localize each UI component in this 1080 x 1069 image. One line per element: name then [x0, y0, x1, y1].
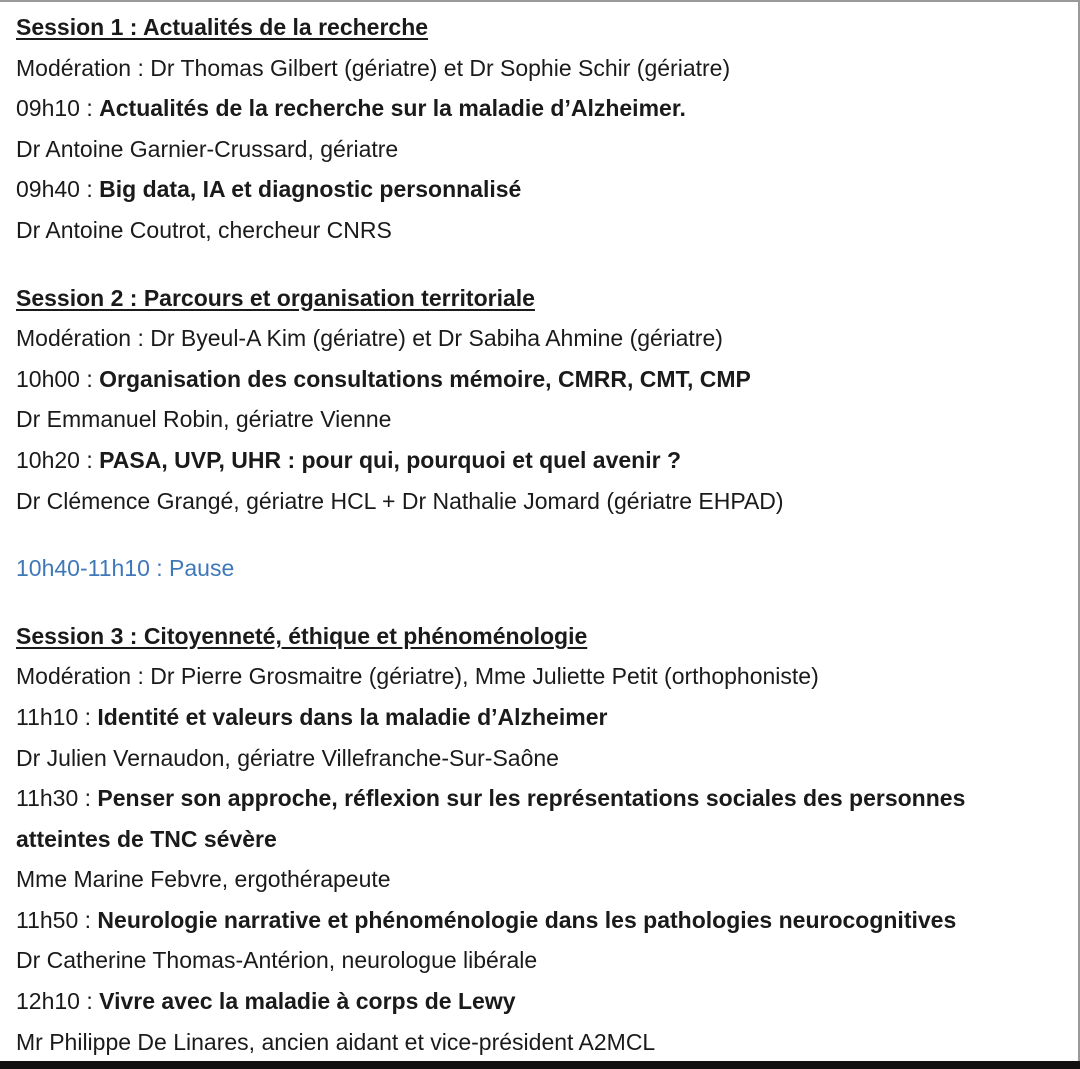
talk-speaker: Dr Antoine Coutrot, chercheur CNRS — [16, 216, 392, 243]
talk-speaker: Dr Catherine Thomas-Antérion, neurologue libérale — [16, 947, 538, 974]
talk-time: 10h20 : — [16, 446, 100, 473]
session-1-title: Session 1 : Actualités de la recherche — [16, 14, 429, 40]
talk-title: Organisation des consultations mémoire, CMRR, CMT, CMP — [99, 365, 751, 392]
talk-item — [16, 981, 1068, 1022]
spacer — [16, 521, 1068, 548]
talk-title: Vivre avec la maladie à corps de Lewy — [99, 988, 516, 1015]
bottom-border — [0, 1061, 1080, 1069]
talk-title: Penser son approche, réflexion sur les représentations sociales des personnes — [97, 785, 966, 812]
talk-title: Identité et valeurs dans la maladie d’Alzheimer — [97, 703, 608, 730]
talk-speaker: Mr Philippe De Linares, ancien aidant et vice-président A2MCL — [16, 1028, 656, 1055]
talk-item — [16, 440, 1068, 481]
talk-speaker: Dr Julien Vernaudon, gériatre Villefranche-Sur-Saône — [16, 744, 559, 771]
talk-item — [16, 900, 1068, 941]
session-3-title: Session 3 : Citoyenneté, éthique et phénoménologie — [16, 622, 588, 649]
talk-time: 09h40 : — [16, 176, 100, 203]
talk-title-continuation: atteintes de TNC sévère — [16, 825, 277, 852]
talk-title: PASA, UVP, UHR : pour qui, pourquoi et quel avenir ? — [99, 446, 681, 473]
talk-time: 11h10 : — [16, 703, 98, 730]
talk-time: 11h30 : — [16, 785, 98, 812]
talk-speaker: Dr Antoine Garnier-Crussard, gériatre — [16, 135, 399, 162]
talk-speaker: Dr Emmanuel Robin, gériatre Vienne — [16, 406, 392, 433]
talk-item — [16, 359, 1068, 400]
program-content — [16, 7, 1068, 1062]
talk-speaker: Dr Clémence Grangé, gériatre HCL + Dr Nathalie Jomard (gériatre EHPAD) — [16, 487, 784, 514]
pause-line: 10h40-11h10 : Pause — [16, 555, 235, 582]
session-1-moderation: Modération : Dr Thomas Gilbert (gériatre) et Dr Sophie Schir (gériatre) — [16, 54, 731, 81]
talk-time: 10h00 : — [16, 365, 100, 392]
spacer — [16, 251, 1068, 278]
talk-item — [16, 778, 1068, 819]
session-3-moderation: Modération : Dr Pierre Grosmaitre (gériatre), Mme Juliette Petit (orthophoniste) — [16, 663, 819, 690]
talk-time: 09h10 : — [16, 95, 100, 122]
talk-time: 11h50 : — [16, 906, 98, 933]
talk-time: 12h10 : — [16, 988, 100, 1015]
session-2-title: Session 2 : Parcours et organisation territoriale — [16, 284, 535, 311]
talk-item — [16, 697, 1068, 738]
talk-item — [16, 88, 1068, 129]
talk-title: Big data, IA et diagnostic personnalisé — [99, 176, 522, 203]
talk-item — [16, 169, 1068, 210]
spacer — [16, 589, 1068, 616]
talk-speaker: Mme Marine Febvre, ergothérapeute — [16, 866, 391, 893]
talk-title: Neurologie narrative et phénoménologie dans les pathologies neurocognitives — [97, 906, 957, 933]
talk-title: Actualités de la recherche sur la maladie d’Alzheimer. — [99, 95, 686, 122]
session-2-moderation: Modération : Dr Byeul-A Kim (gériatre) et Dr Sabiha Ahmine (gériatre) — [16, 325, 723, 352]
